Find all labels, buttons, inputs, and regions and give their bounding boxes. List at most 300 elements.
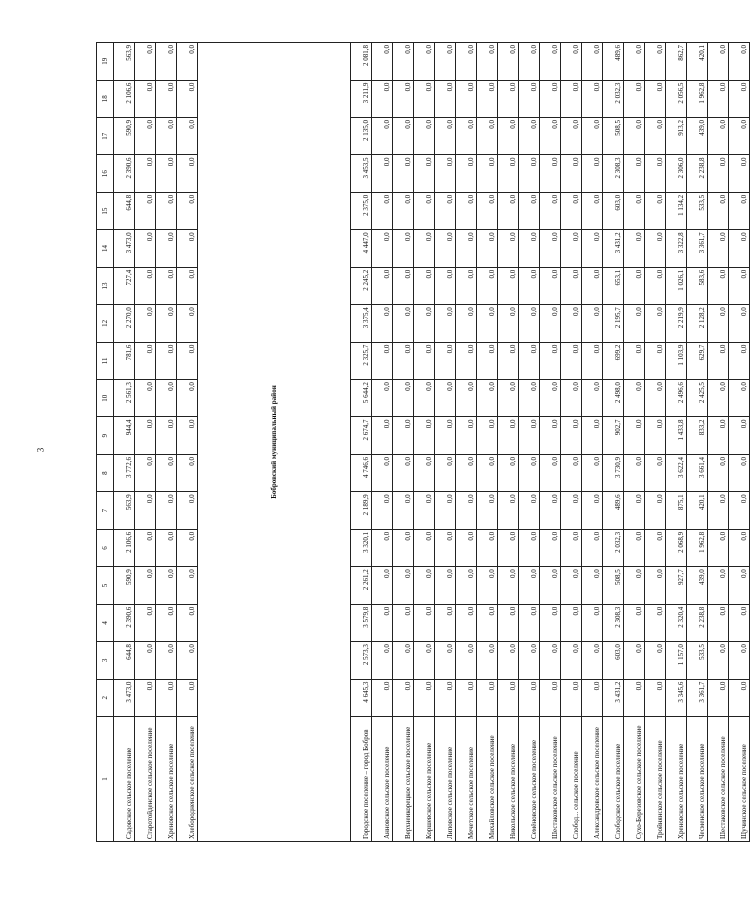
table-cell: 0,0 — [708, 118, 729, 155]
table-cell: 0,0 — [414, 192, 435, 229]
table-cell: 0,0 — [477, 529, 498, 566]
table-cell: 0,0 — [624, 604, 645, 641]
table-cell: 0,0 — [519, 454, 540, 491]
table-cell: 489,6 — [603, 492, 624, 529]
table-cell: 0,0 — [435, 529, 456, 566]
table-cell: 439,0 — [687, 567, 708, 604]
table-cell: 3 361,7 — [687, 679, 708, 716]
table-cell: 0,0 — [645, 679, 666, 716]
table-cell: 0,0 — [393, 342, 414, 379]
table-cell: 0,0 — [708, 380, 729, 417]
table-cell: 0,0 — [456, 305, 477, 342]
table-cell: 0,0 — [135, 492, 156, 529]
table-cell: 0,0 — [708, 604, 729, 641]
table-cell: 0,0 — [582, 118, 603, 155]
table-cell: 2 219,9 — [666, 305, 687, 342]
table-cell: 3 211,9 — [351, 80, 372, 117]
settlement-name: Старотойденское сельское поселение — [135, 717, 156, 842]
table-cell: 0,0 — [561, 417, 582, 454]
table-row — [114, 43, 135, 842]
table-row — [561, 43, 582, 842]
table-cell: 0,0 — [393, 529, 414, 566]
column-header-15: 15 — [97, 192, 114, 229]
table-cell: 2 195,7 — [603, 305, 624, 342]
settlement-name: Никольское сельское поселение — [498, 717, 519, 842]
data-table — [96, 42, 750, 842]
table-cell: 0,0 — [561, 342, 582, 379]
table-cell: 0,0 — [540, 679, 561, 716]
table-cell: 0,0 — [582, 80, 603, 117]
table-cell: 2 135,0 — [351, 118, 372, 155]
settlement-name: Липовское сельское поселение — [435, 717, 456, 842]
table-cell: 0,0 — [456, 642, 477, 679]
table-row — [666, 43, 687, 842]
table-cell: 2 308,3 — [603, 155, 624, 192]
table-cell: 0,0 — [477, 118, 498, 155]
table-cell: 0,0 — [729, 492, 750, 529]
table-cell: 0,0 — [561, 380, 582, 417]
table-cell: 0,0 — [414, 118, 435, 155]
table-cell: 0,0 — [645, 567, 666, 604]
table-cell: 0,0 — [372, 492, 393, 529]
table-cell: 3 772,6 — [114, 454, 135, 491]
table-cell: 2 106,6 — [114, 80, 135, 117]
table-cell: 0,0 — [498, 492, 519, 529]
table-cell: 0,0 — [561, 642, 582, 679]
table-cell: 0,0 — [393, 192, 414, 229]
table-cell: 0,0 — [372, 230, 393, 267]
table-cell: 0,0 — [414, 417, 435, 454]
table-cell: 489,6 — [603, 43, 624, 81]
table-cell: 4 746,6 — [351, 454, 372, 491]
table-cell: 0,0 — [561, 492, 582, 529]
table-cell: 0,0 — [645, 305, 666, 342]
table-cell: 0,0 — [135, 417, 156, 454]
table-cell: 2 128,2 — [687, 305, 708, 342]
table-cell: 0,0 — [708, 454, 729, 491]
table-cell: 0,0 — [729, 529, 750, 566]
table-body — [114, 43, 750, 842]
table-cell: 0,0 — [708, 679, 729, 716]
table-cell: 0,0 — [645, 417, 666, 454]
table-cell: 2 238,8 — [687, 604, 708, 641]
settlement-name: Щучинское сельское поселение — [729, 717, 750, 842]
table-cell: 0,0 — [645, 604, 666, 641]
table-cell: 0,0 — [477, 604, 498, 641]
table-cell: 0,0 — [582, 417, 603, 454]
table-header-row — [97, 43, 114, 842]
table-cell: 3 375,4 — [351, 305, 372, 342]
table-cell: 3 322,8 — [666, 230, 687, 267]
table-cell: 2 189,9 — [351, 492, 372, 529]
table-cell: 0,0 — [729, 342, 750, 379]
table-cell: 4 447,0 — [351, 230, 372, 267]
table-cell: 0,0 — [135, 529, 156, 566]
table-cell: 0,0 — [393, 305, 414, 342]
table-cell: 0,0 — [624, 529, 645, 566]
table-cell: 0,0 — [372, 192, 393, 229]
table-cell: 0,0 — [156, 454, 177, 491]
table-cell: 0,0 — [708, 417, 729, 454]
table-cell: 1 962,8 — [687, 80, 708, 117]
table-cell: 0,0 — [498, 192, 519, 229]
table-cell: 0,0 — [729, 43, 750, 81]
table-cell: 0,0 — [414, 454, 435, 491]
table-cell: 439,0 — [687, 118, 708, 155]
table-row — [624, 43, 645, 842]
table-cell: 0,0 — [414, 155, 435, 192]
table-cell: 0,0 — [729, 380, 750, 417]
table-cell: 0,0 — [393, 679, 414, 716]
table-cell: 0,0 — [177, 80, 198, 117]
table-cell: 0,0 — [540, 192, 561, 229]
table-cell: 0,0 — [540, 342, 561, 379]
table-cell: 0,0 — [135, 155, 156, 192]
settlement-name: Шестаковское сельское поселение — [540, 717, 561, 842]
table-cell: 0,0 — [540, 80, 561, 117]
table-cell: 0,0 — [435, 492, 456, 529]
table-cell: 0,0 — [729, 192, 750, 229]
table-cell: 0,0 — [561, 43, 582, 81]
table-cell: 3 473,0 — [114, 230, 135, 267]
table-cell: 0,0 — [561, 267, 582, 304]
table-cell: 0,0 — [435, 342, 456, 379]
table-cell: 0,0 — [498, 342, 519, 379]
table-cell: 944,4 — [114, 417, 135, 454]
table-cell: 0,0 — [393, 417, 414, 454]
table-cell: 0,0 — [177, 454, 198, 491]
settlement-name: Тройнянское сельское поселение — [645, 717, 666, 842]
table-cell: 0,0 — [519, 567, 540, 604]
table-cell: 0,0 — [456, 454, 477, 491]
table-cell: 0,0 — [624, 43, 645, 81]
settlement-name: Шестаковское сельское поселение — [708, 717, 729, 842]
table-cell: 2 498,0 — [603, 380, 624, 417]
table-cell: 0,0 — [498, 305, 519, 342]
table-row — [687, 43, 708, 842]
table-cell: 563,9 — [114, 43, 135, 81]
table-cell: 0,0 — [561, 567, 582, 604]
table-row — [645, 43, 666, 842]
table-cell: 0,0 — [708, 80, 729, 117]
table-cell: 508,5 — [603, 567, 624, 604]
table-cell: 0,0 — [729, 155, 750, 192]
table-cell: 0,0 — [414, 679, 435, 716]
table-cell: 862,7 — [666, 43, 687, 81]
table-row — [456, 43, 477, 842]
table-cell: 0,0 — [414, 529, 435, 566]
table-cell: 0,0 — [414, 567, 435, 604]
table-cell: 0,0 — [582, 642, 603, 679]
table-cell: 0,0 — [156, 155, 177, 192]
column-header-2: 2 — [97, 679, 114, 716]
table-cell: 0,0 — [372, 80, 393, 117]
table-cell: 0,0 — [540, 454, 561, 491]
table-cell: 0,0 — [498, 80, 519, 117]
table-cell: 0,0 — [393, 642, 414, 679]
table-cell: 0,0 — [645, 492, 666, 529]
table-cell: 0,0 — [477, 155, 498, 192]
table-cell: 0,0 — [498, 380, 519, 417]
table-cell: 0,0 — [540, 267, 561, 304]
table-cell: 0,0 — [135, 567, 156, 604]
table-cell: 0,0 — [135, 642, 156, 679]
table-cell: 3 431,2 — [603, 230, 624, 267]
table-cell: 0,0 — [177, 380, 198, 417]
table-cell: 0,0 — [372, 679, 393, 716]
table-cell: 0,0 — [519, 305, 540, 342]
table-cell: 0,0 — [645, 43, 666, 81]
table-cell: 0,0 — [645, 529, 666, 566]
table-cell: 2 320,4 — [666, 604, 687, 641]
settlement-name: Сухо-Березовское сельское поселение — [624, 717, 645, 842]
settlement-name: Анновское сельское поселение — [372, 717, 393, 842]
table-cell: 0,0 — [561, 454, 582, 491]
table-cell: 603,0 — [603, 642, 624, 679]
table-cell: 0,0 — [708, 267, 729, 304]
table-cell: 1 103,9 — [666, 342, 687, 379]
rotated-table-container — [96, 42, 748, 842]
table-cell: 0,0 — [561, 155, 582, 192]
table-cell: 2 325,7 — [351, 342, 372, 379]
column-header-9: 9 — [97, 417, 114, 454]
table-cell: 0,0 — [519, 679, 540, 716]
page-number: 3 — [35, 447, 46, 453]
table-cell: 0,0 — [582, 604, 603, 641]
table-cell: 0,0 — [729, 679, 750, 716]
table-cell: 0,0 — [624, 642, 645, 679]
settlement-name: Городское поселение – город Бобров — [351, 717, 372, 842]
table-cell: 0,0 — [456, 192, 477, 229]
table-cell: 2 390,6 — [114, 155, 135, 192]
table-cell: 0,0 — [372, 642, 393, 679]
table-cell: 0,0 — [156, 305, 177, 342]
settlement-name: Михайловское сельское поселение — [477, 717, 498, 842]
table-cell: 0,0 — [519, 192, 540, 229]
table-cell: 0,0 — [372, 267, 393, 304]
table-cell: 0,0 — [156, 492, 177, 529]
table-cell: 0,0 — [477, 267, 498, 304]
column-header-14: 14 — [97, 230, 114, 267]
column-header-11: 11 — [97, 342, 114, 379]
table-cell: 0,0 — [177, 492, 198, 529]
column-header-3: 3 — [97, 642, 114, 679]
table-cell: 0,0 — [624, 417, 645, 454]
table-cell: 0,0 — [477, 380, 498, 417]
table-cell: 0,0 — [135, 230, 156, 267]
column-header-17: 17 — [97, 118, 114, 155]
table-cell: 0,0 — [540, 155, 561, 192]
settlement-name: Садовское сельское поселение — [114, 717, 135, 842]
table-cell: 0,0 — [477, 80, 498, 117]
table-cell: 0,0 — [372, 529, 393, 566]
column-header-16: 16 — [97, 155, 114, 192]
table-cell: 0,0 — [519, 642, 540, 679]
table-cell: 0,0 — [156, 642, 177, 679]
table-cell: 0,0 — [156, 417, 177, 454]
table-cell: 0,0 — [540, 380, 561, 417]
table-cell: 0,0 — [156, 230, 177, 267]
table-cell: 0,0 — [645, 267, 666, 304]
table-cell: 0,0 — [729, 267, 750, 304]
table-row — [435, 43, 456, 842]
table-cell: 0,0 — [498, 417, 519, 454]
table-cell: 0,0 — [561, 118, 582, 155]
settlement-name: Хреновское сельское поселение — [156, 717, 177, 842]
table-cell: 603,0 — [603, 192, 624, 229]
table-cell: 0,0 — [498, 155, 519, 192]
table-cell: 0,0 — [477, 342, 498, 379]
table-cell: 644,8 — [114, 192, 135, 229]
table-cell: 0,0 — [393, 380, 414, 417]
table-cell: 0,0 — [540, 529, 561, 566]
table-cell: 0,0 — [624, 118, 645, 155]
table-cell: 0,0 — [177, 305, 198, 342]
table-cell: 583,6 — [687, 267, 708, 304]
table-cell: 2 306,0 — [666, 155, 687, 192]
table-cell: 629,7 — [687, 342, 708, 379]
column-header-1: 1 — [97, 717, 114, 842]
table-cell: 0,0 — [135, 454, 156, 491]
column-header-19: 19 — [97, 43, 114, 81]
table-row — [708, 43, 729, 842]
table-cell: 2 261,2 — [351, 567, 372, 604]
table-cell: 0,0 — [456, 118, 477, 155]
table-cell: 0,0 — [477, 454, 498, 491]
table-cell: 0,0 — [477, 417, 498, 454]
table-cell: 0,0 — [156, 604, 177, 641]
table-cell: 0,0 — [435, 380, 456, 417]
table-cell: 1 026,1 — [666, 267, 687, 304]
table-cell: 0,0 — [177, 529, 198, 566]
table-cell: 0,0 — [393, 454, 414, 491]
table-cell: 0,0 — [540, 417, 561, 454]
table-cell: 0,0 — [561, 80, 582, 117]
table-cell: 0,0 — [519, 380, 540, 417]
table-cell: 0,0 — [456, 417, 477, 454]
table-cell: 0,0 — [156, 118, 177, 155]
table-cell: 0,0 — [156, 192, 177, 229]
table-cell: 644,8 — [114, 642, 135, 679]
table-row — [372, 43, 393, 842]
table-cell: 0,0 — [177, 642, 198, 679]
table-cell: 0,0 — [177, 417, 198, 454]
table-cell: 0,0 — [624, 342, 645, 379]
table-cell: 1 433,8 — [666, 417, 687, 454]
table-cell: 0,0 — [519, 80, 540, 117]
table-cell: 0,0 — [177, 118, 198, 155]
table-cell: 0,0 — [729, 80, 750, 117]
table-cell: 2 425,5 — [687, 380, 708, 417]
table-cell: 0,0 — [582, 43, 603, 81]
table-cell: 0,0 — [645, 155, 666, 192]
table-cell: 0,0 — [645, 342, 666, 379]
table-cell: 2 674,7 — [351, 417, 372, 454]
table-cell: 0,0 — [135, 679, 156, 716]
table-cell: 533,5 — [687, 192, 708, 229]
table-cell: 0,0 — [393, 230, 414, 267]
table-cell: 0,0 — [414, 380, 435, 417]
table-row — [477, 43, 498, 842]
table-cell: 2 238,8 — [687, 155, 708, 192]
table-cell: 0,0 — [582, 567, 603, 604]
table-cell: 3 661,4 — [687, 454, 708, 491]
table-cell: 927,7 — [666, 567, 687, 604]
table-row — [135, 43, 156, 842]
settlement-name: Чесменское сельское поселение — [687, 717, 708, 842]
table-row — [351, 43, 372, 842]
table-cell: 0,0 — [561, 192, 582, 229]
table-cell: 0,0 — [519, 230, 540, 267]
table-cell: 0,0 — [477, 492, 498, 529]
table-cell: 3 361,7 — [687, 230, 708, 267]
table-cell: 0,0 — [435, 192, 456, 229]
table-row — [729, 43, 750, 842]
settlement-name: Коршевское сельское поселение — [414, 717, 435, 842]
table-cell: 0,0 — [372, 604, 393, 641]
table-cell: 0,0 — [135, 305, 156, 342]
table-cell: 0,0 — [372, 118, 393, 155]
table-cell: 0,0 — [456, 155, 477, 192]
table-cell: 0,0 — [582, 192, 603, 229]
table-cell: 0,0 — [456, 492, 477, 529]
table-cell: 0,0 — [498, 43, 519, 81]
table-cell: 0,0 — [729, 642, 750, 679]
table-row — [498, 43, 519, 842]
table-cell: 5 644,2 — [351, 380, 372, 417]
table-cell: 0,0 — [708, 155, 729, 192]
table-cell: 0,0 — [135, 267, 156, 304]
table-cell: 563,9 — [114, 492, 135, 529]
table-cell: 0,0 — [414, 267, 435, 304]
table-cell: 0,0 — [477, 642, 498, 679]
column-header-6: 6 — [97, 529, 114, 566]
table-cell: 0,0 — [582, 230, 603, 267]
table-cell: 2 068,9 — [666, 529, 687, 566]
table-cell: 0,0 — [708, 230, 729, 267]
table-row — [582, 43, 603, 842]
table-cell: 0,0 — [729, 118, 750, 155]
settlement-name: Мечетское сельское поселение — [456, 717, 477, 842]
table-cell: 0,0 — [435, 642, 456, 679]
table-cell: 0,0 — [435, 43, 456, 81]
table-cell: 0,0 — [135, 192, 156, 229]
table-cell: 0,0 — [393, 604, 414, 641]
table-cell: 590,9 — [114, 567, 135, 604]
table-cell: 0,0 — [156, 267, 177, 304]
table-cell: 0,0 — [498, 567, 519, 604]
column-header-12: 12 — [97, 305, 114, 342]
table-cell: 0,0 — [156, 567, 177, 604]
table-cell: 0,0 — [708, 567, 729, 604]
table-row — [156, 43, 177, 842]
table-cell: 0,0 — [498, 267, 519, 304]
table-cell: 0,0 — [435, 679, 456, 716]
table-cell: 3 730,9 — [603, 454, 624, 491]
table-cell: 1 134,2 — [666, 192, 687, 229]
table-cell: 3 453,5 — [351, 155, 372, 192]
table-cell: 0,0 — [393, 155, 414, 192]
table-cell: 1 962,8 — [687, 529, 708, 566]
table-cell: 0,0 — [435, 567, 456, 604]
table-cell: 875,1 — [666, 492, 687, 529]
table-cell: 0,0 — [624, 305, 645, 342]
table-cell: 0,0 — [561, 230, 582, 267]
table-cell: 0,0 — [372, 155, 393, 192]
table-cell: 0,0 — [729, 604, 750, 641]
table-cell: 0,0 — [519, 43, 540, 81]
table-cell: 0,0 — [708, 492, 729, 529]
